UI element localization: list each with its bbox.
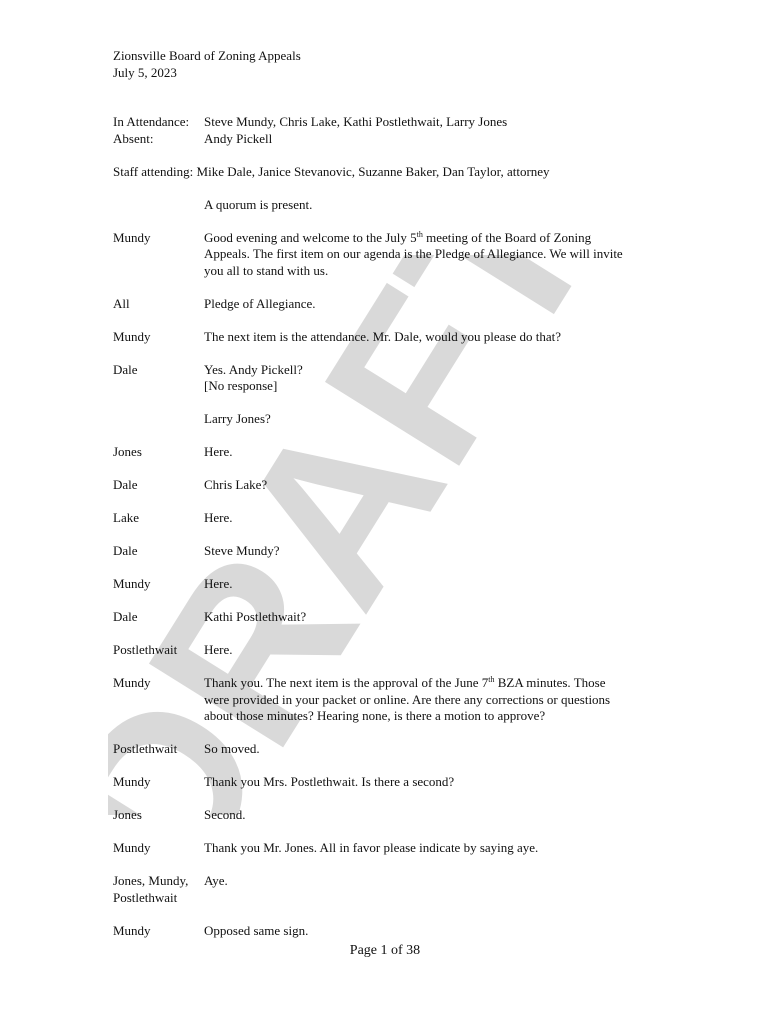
page-number: Page 1 of 38 — [349, 943, 421, 958]
transcript-entry — [113, 774, 673, 791]
document-header — [113, 48, 673, 81]
speech-text: So moved. — [204, 741, 260, 756]
speaker-name: Lake — [113, 510, 139, 525]
speech-text: Here. — [204, 642, 233, 657]
speech-text — [204, 675, 673, 725]
speech-text: Here. — [204, 576, 233, 591]
transcript-entry — [113, 576, 673, 593]
speaker-name: All — [113, 295, 130, 311]
speaker-name: Mundy — [113, 328, 151, 344]
speech-text: Chris Lake? — [204, 477, 268, 492]
speech-text-part: Thank you. The next item is the approval of the June 7 — [204, 675, 489, 690]
speaker-name: Jones, Mundy, Postlethwait — [113, 873, 189, 905]
organization-name: Zionsville Board of Zoning Appeals — [113, 48, 301, 63]
speech-text-part: meeting of the Board of Zoning Appeals. The first item on our agenda is the Pledge of Allegiance. We will invite you all to stand with us. — [204, 229, 623, 278]
speaker-name — [113, 197, 204, 214]
speaker-name: Dale — [113, 609, 138, 624]
speaker-name: Mundy — [113, 922, 151, 938]
speaker-name: Mundy — [113, 576, 151, 591]
speech-text: Steve Mundy? — [204, 543, 280, 558]
speaker-name: Postlethwait — [113, 642, 178, 657]
speech-text — [204, 230, 673, 280]
transcript-entry — [113, 840, 673, 857]
transcript-entry — [113, 609, 673, 626]
transcript-entry — [113, 477, 673, 494]
speaker-name: Mundy — [113, 774, 151, 789]
transcript-entry — [113, 329, 673, 346]
speech-text: Thank you Mrs. Postlethwait. Is there a second? — [204, 774, 455, 789]
transcript-entry — [113, 741, 673, 758]
speech-text: Opposed same sign. — [204, 922, 309, 938]
transcript-entry — [113, 197, 673, 214]
speaker-name: Jones — [113, 807, 142, 822]
absent-row — [113, 131, 673, 148]
speech-text: Kathi Postlethwait? — [204, 609, 307, 624]
speaker-name — [113, 411, 204, 428]
transcript-entry — [113, 444, 673, 461]
speaker-name: Mundy — [113, 840, 151, 855]
transcript-entry — [113, 411, 673, 428]
transcript-entry — [113, 543, 673, 560]
speaker-name: Mundy — [113, 229, 151, 245]
speech-text: Here. — [204, 444, 233, 459]
speech-text: Larry Jones? — [204, 411, 271, 426]
speech-text: Thank you Mr. Jones. All in favor please indicate by saying aye. — [204, 840, 539, 855]
speech-text: The next item is the attendance. Mr. Dale, would you please do that? — [204, 328, 562, 344]
watermark-text: DRAFT — [108, 255, 628, 815]
staff-attending: Staff attending: Mike Dale, Janice Stevanovic, Suzanne Baker, Dan Taylor, attorney — [113, 163, 550, 179]
speech-text: A quorum is present. — [204, 196, 313, 212]
transcript-entry — [113, 362, 673, 395]
attendance-label: In Attendance: — [113, 114, 190, 129]
speech-text: Aye. — [204, 873, 228, 888]
speaker-name: Mundy — [113, 675, 151, 690]
speech-text-part: Good evening and welcome to the July 5 — [204, 229, 417, 245]
transcript-entry — [113, 873, 673, 906]
transcript-entry — [113, 807, 673, 824]
transcript-entry — [113, 296, 673, 313]
transcript-entry — [113, 675, 673, 725]
speaker-name: Dale — [113, 477, 138, 492]
transcript-entry — [113, 230, 673, 280]
speech-text: Pledge of Allegiance. — [204, 295, 316, 311]
speech-text: Second. — [204, 807, 246, 822]
attendance-row — [113, 114, 673, 131]
speech-text-part: BZA minutes. Those were provided in your packet or online. Are there any corrections or questions about those minutes? Hearing none, is there a motion to approve? — [204, 675, 611, 723]
speaker-name: Dale — [113, 543, 138, 558]
absent-label: Absent: — [113, 130, 154, 146]
speaker-name: Jones — [113, 444, 142, 459]
speaker-name: Postlethwait — [113, 741, 178, 756]
transcript-entry — [113, 642, 673, 659]
speech-text: Yes. Andy Pickell? [No response] — [204, 361, 303, 393]
absent-names: Andy Pickell — [204, 130, 273, 146]
transcript — [113, 197, 673, 940]
ordinal-suffix: th — [488, 675, 495, 684]
ordinal-suffix: th — [416, 229, 423, 239]
meeting-date: July 5, 2023 — [113, 64, 177, 80]
transcript-entry — [113, 923, 673, 940]
attendance-names: Steve Mundy, Chris Lake, Kathi Postlethwait, Larry Jones — [204, 114, 508, 129]
speech-text: Here. — [204, 510, 233, 525]
transcript-entry — [113, 510, 673, 527]
speaker-name: Dale — [113, 361, 138, 377]
minutes-body — [113, 48, 673, 939]
